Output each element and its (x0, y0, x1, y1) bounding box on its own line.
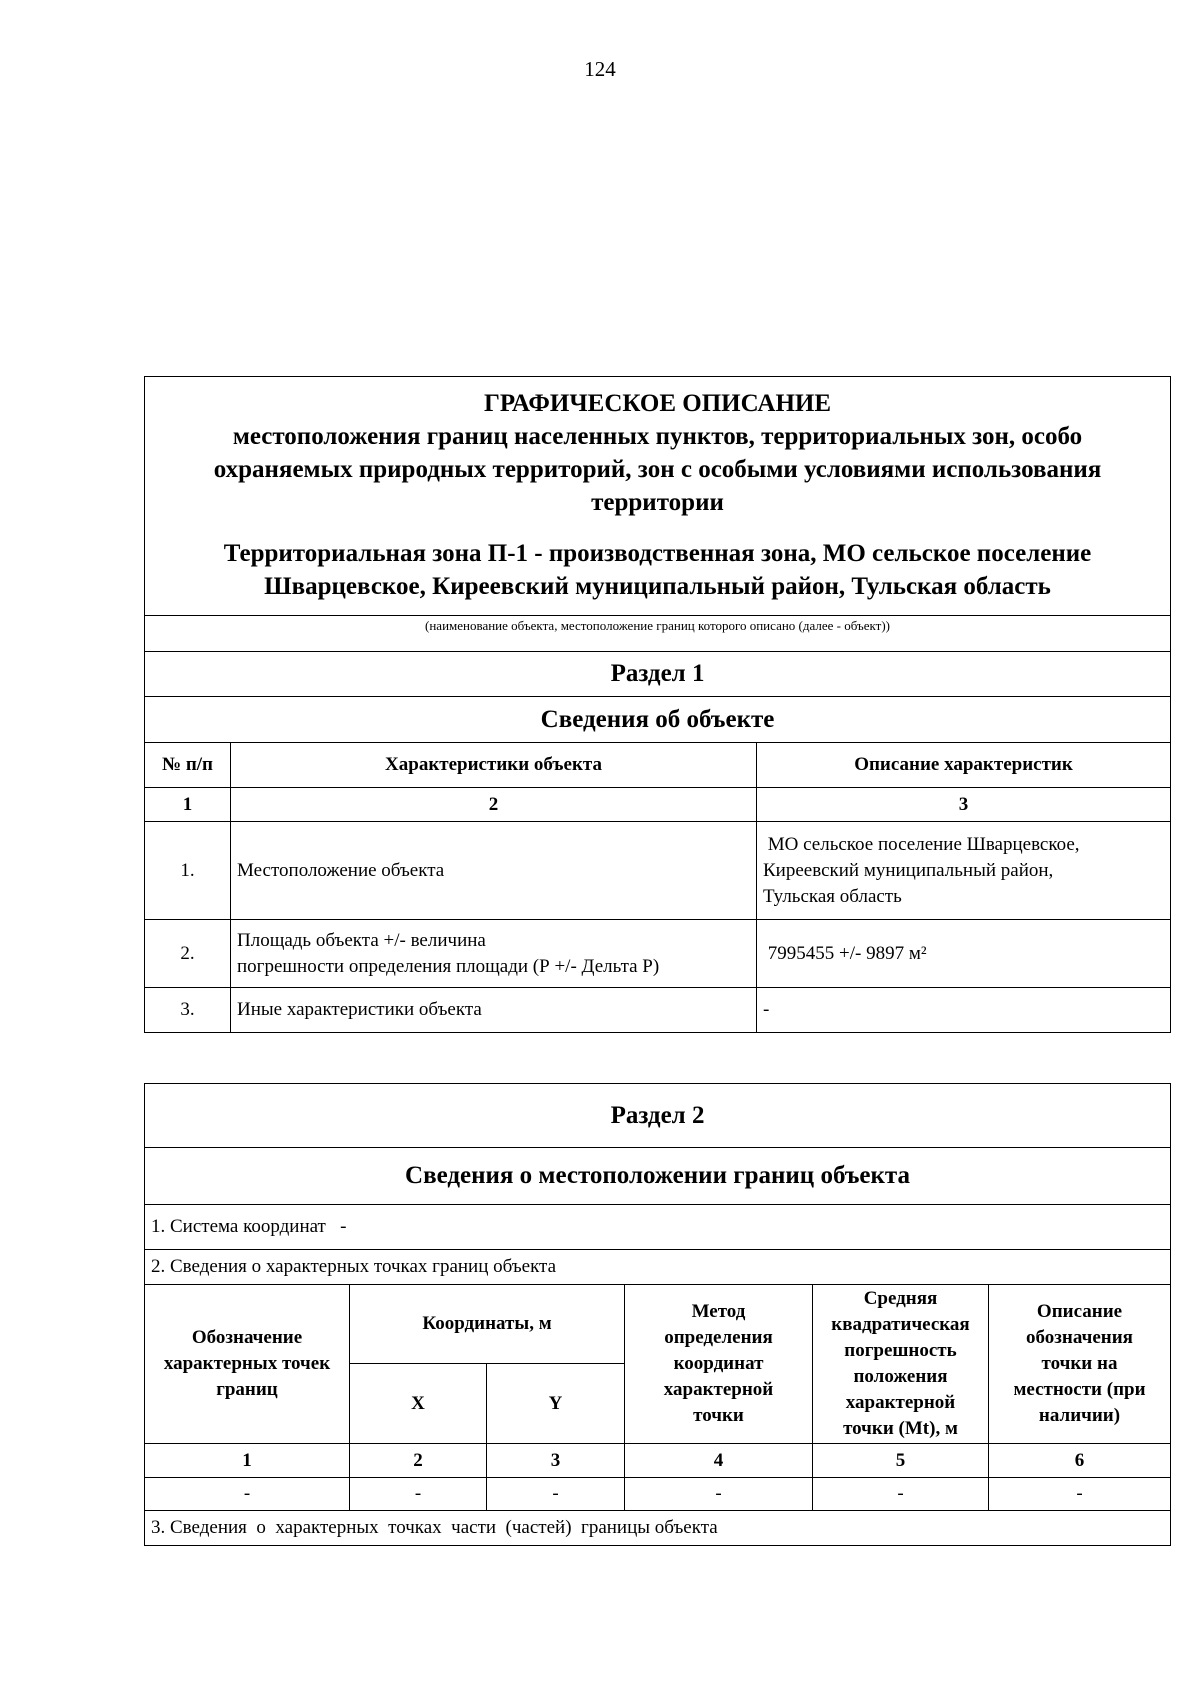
subtitle-line: охраняемых природных территорий, зон с особыми условиями использования (213, 456, 1102, 483)
section2-heading: Раздел 2 (145, 1084, 1171, 1148)
header-line: определения (664, 1327, 773, 1348)
col-number: 5 (813, 1444, 989, 1478)
col-header-point (145, 1285, 350, 1444)
row-num: 2. (145, 920, 231, 988)
table-row (145, 822, 1171, 920)
characteristic-line: погрешности определения площади (Р +/- Дельта Р) (237, 955, 660, 977)
description-line: Киреевский муниципальный район, (763, 859, 1054, 881)
page-number: 124 (584, 57, 616, 81)
col-header-method (625, 1285, 813, 1444)
col-number: 3 (757, 788, 1171, 822)
header-line: границ (216, 1379, 278, 1400)
col-header-y: Y (487, 1364, 625, 1444)
points-title: 2. Сведения о характерных точках границ объекта (145, 1250, 1171, 1285)
header-line: наличии) (1038, 1405, 1121, 1426)
table-cell: - (350, 1478, 487, 1511)
row-characteristic: Иные характеристики объекта (231, 988, 757, 1033)
row-characteristic (231, 920, 757, 988)
col-header-description: Описание характеристик (757, 743, 1171, 788)
header-line: Средняя (863, 1288, 938, 1309)
header-line: точки (693, 1405, 744, 1426)
col-number: 2 (350, 1444, 487, 1478)
object-name (155, 537, 1160, 603)
section1-heading: Раздел 1 (145, 652, 1171, 697)
document-subtitle (155, 420, 1160, 519)
header-line: обозначения (1026, 1327, 1133, 1348)
col-number: 4 (625, 1444, 813, 1478)
row-description (757, 822, 1171, 920)
row-num: 1. (145, 822, 231, 920)
table-row (145, 920, 1171, 988)
col-number: 6 (989, 1444, 1171, 1478)
object-caption: (наименование объекта, местоположение границ которого описано (далее - объект)) (145, 616, 1171, 652)
coordinate-system: 1. Система координат - (145, 1205, 1171, 1250)
col-header-error (813, 1285, 989, 1444)
header-line: характерной (663, 1379, 774, 1400)
header-line: координат (673, 1353, 764, 1374)
header-line: квадратическая (831, 1314, 970, 1335)
description-line: МО сельское поселение Шварцевское, (763, 833, 1080, 855)
header-line: характерных точек (163, 1353, 331, 1374)
table-cell: - (625, 1478, 813, 1511)
object-name-line: Шварцевское, Киреевский муниципальный район, Тульская область (264, 573, 1051, 600)
col-number: 3 (487, 1444, 625, 1478)
parts-title: 3. Сведения о характерных точках части (частей) границы объекта (145, 1511, 1171, 1546)
object-name-line: Территориальная зона П-1 - производственная зона, МО сельское поселение (223, 540, 1092, 567)
col-number: 1 (145, 788, 231, 822)
header-line: Описание (1036, 1301, 1123, 1322)
header-line: погрешность (844, 1340, 957, 1361)
header-line: точки на (1041, 1353, 1118, 1374)
row-description: - (757, 988, 1171, 1033)
row-description: 7995455 +/- 9897 м² (757, 920, 1171, 988)
characteristic-line: Площадь объекта +/- величина (237, 929, 486, 951)
col-header-characteristic: Характеристики объекта (231, 743, 757, 788)
section2-table (144, 1083, 1171, 1546)
col-header-description (989, 1285, 1171, 1444)
header-line: Обозначение (191, 1327, 303, 1348)
col-number: 1 (145, 1444, 350, 1478)
table-row (145, 988, 1171, 1033)
subtitle-line: местоположения границ населенных пунктов, территориальных зон, особо (232, 423, 1083, 450)
document-title-block (145, 377, 1171, 616)
header-line: Метод (691, 1301, 746, 1322)
table-cell: - (813, 1478, 989, 1511)
table-row (145, 1478, 1171, 1511)
col-number: 2 (231, 788, 757, 822)
row-num: 3. (145, 988, 231, 1033)
description-line: Тульская область (763, 885, 902, 907)
col-header-num: № п/п (145, 743, 231, 788)
col-header-coords: Координаты, м (350, 1285, 625, 1364)
header-line: характерной (845, 1392, 956, 1413)
row-characteristic: Местоположение объекта (231, 822, 757, 920)
header-line: местности (при (1013, 1379, 1146, 1400)
table-cell: - (989, 1478, 1171, 1511)
header-line: положения (853, 1366, 948, 1387)
section1-subheading: Сведения об объекте (145, 697, 1171, 743)
document-title: ГРАФИЧЕСКОЕ ОПИСАНИЕ (483, 390, 832, 417)
header-line: точки (Mt), м (843, 1418, 958, 1439)
table-cell: - (145, 1478, 350, 1511)
col-header-x: X (350, 1364, 487, 1444)
table-cell: - (487, 1478, 625, 1511)
section1-table (144, 376, 1171, 1033)
subtitle-line: территории (591, 489, 724, 516)
section2-subheading: Сведения о местоположении границ объекта (145, 1148, 1171, 1205)
